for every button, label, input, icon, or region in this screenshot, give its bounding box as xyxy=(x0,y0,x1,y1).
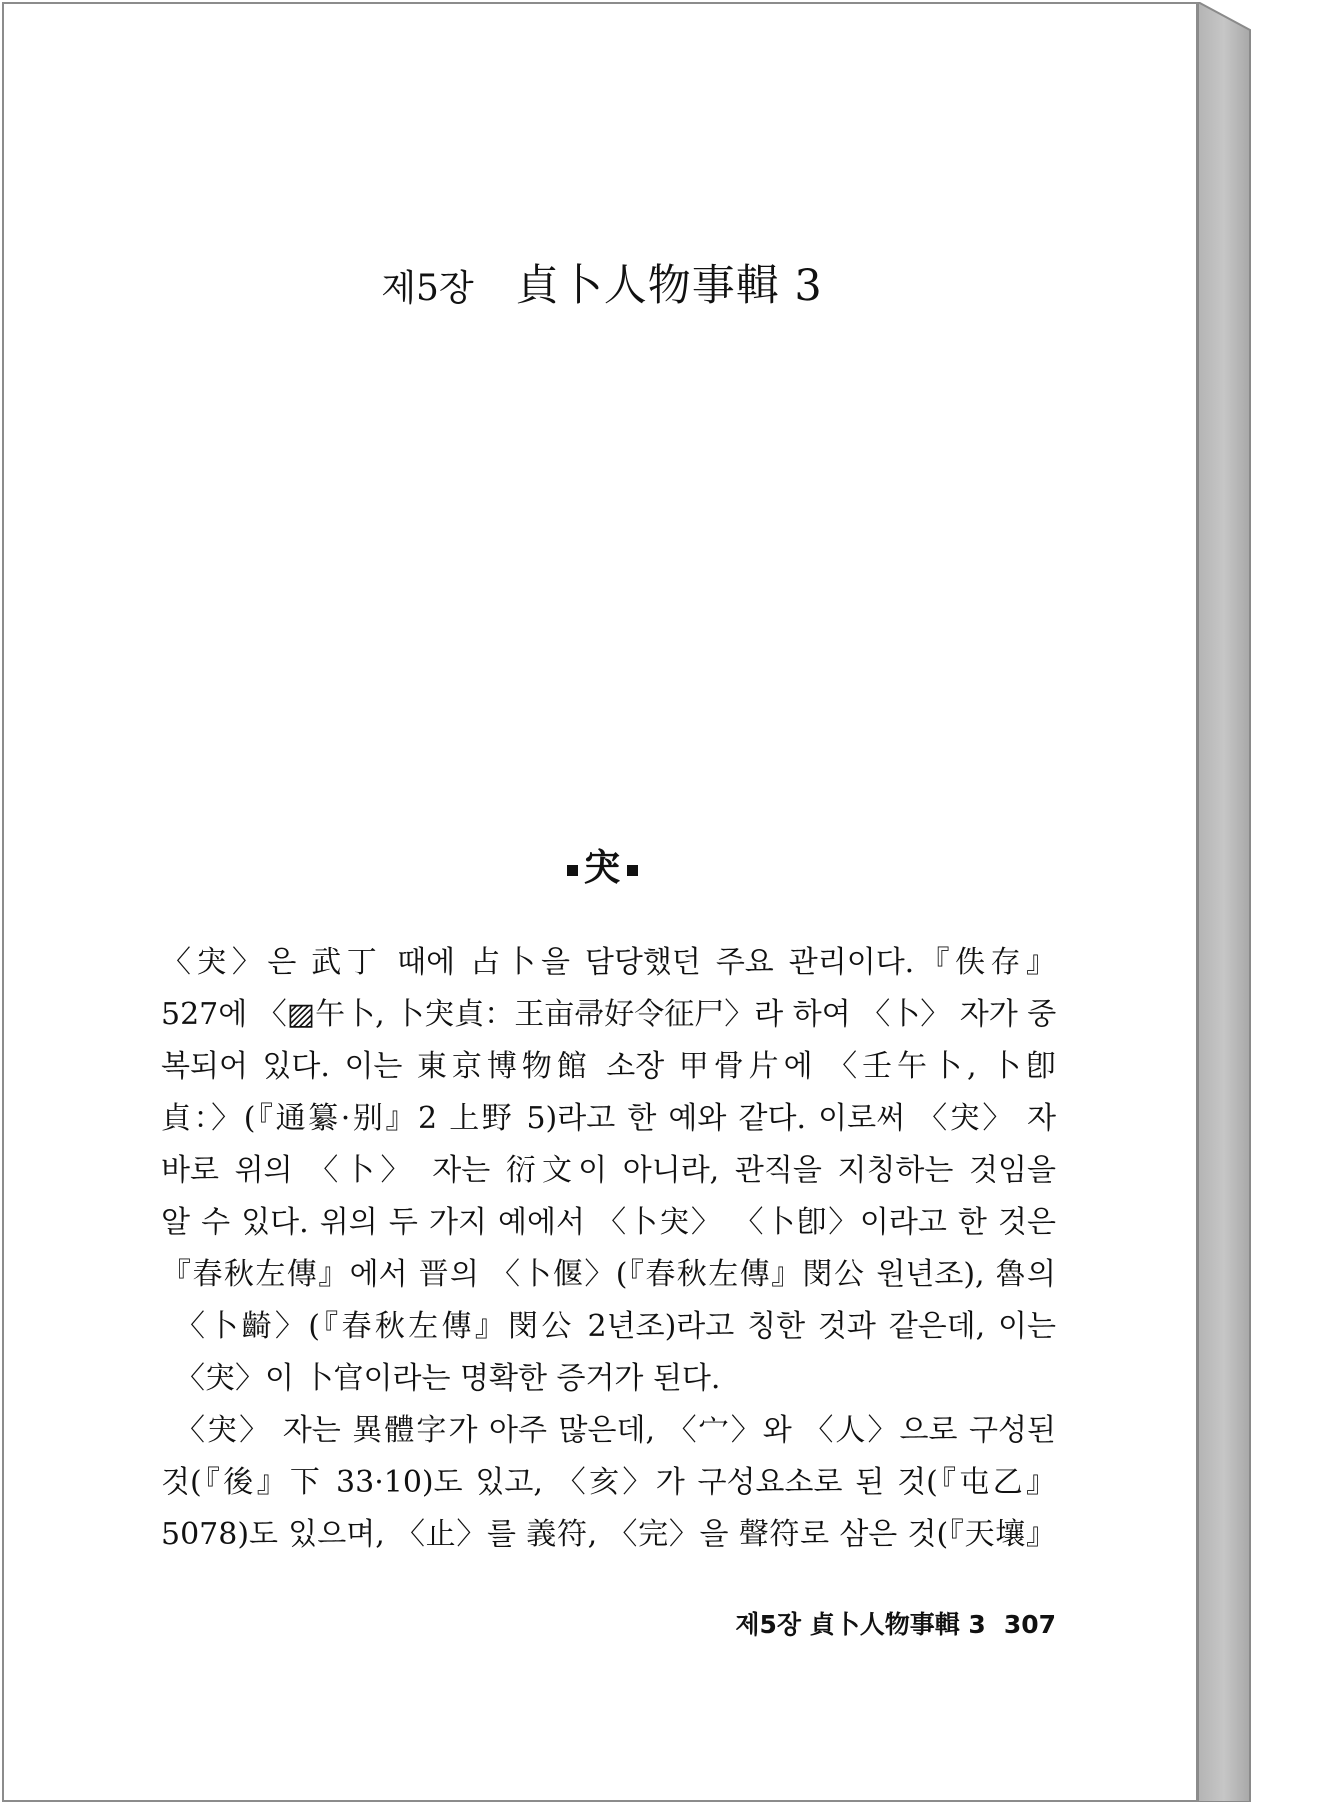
chapter-heading xyxy=(4,252,1200,313)
text-line: 527에 〈▨午卜, 卜宊貞：王亩帚好令征尸〉라 하여 〈卜〉 자가 중 xyxy=(161,997,1056,1032)
text-line: 5078)도 있으며, 〈止〉를 義符, 〈完〉을 聲符로 삼은 것(『天壤』 xyxy=(161,1517,1056,1552)
running-footer xyxy=(684,1605,1056,1641)
body-text xyxy=(161,937,1056,1561)
section-heading xyxy=(4,837,1200,891)
text-line: 〈卜齮〉(『春秋左傳』閔公 2년조)라고 칭한 것과 같은데, 이는 xyxy=(175,1309,1056,1344)
page-number: 307 xyxy=(1003,1610,1056,1639)
text-line: 〈宊〉이 卜官이라는 명확한 증거가 된다. xyxy=(175,1361,721,1396)
text-line: 『春秋左傳』에서 晋의 〈卜偃〉(『春秋左傳』閔公 원년조), 魯의 xyxy=(161,1257,1056,1292)
book-edge xyxy=(1198,2,1258,1802)
square-bullet-icon xyxy=(627,865,638,876)
book-page xyxy=(2,2,1198,1802)
text-line: 알 수 있다. 위의 두 가지 예에서 〈卜宊〉 〈卜卽〉이라고 한 것은 xyxy=(161,1205,1056,1240)
square-bullet-icon xyxy=(567,865,578,876)
book-edge-shape xyxy=(1198,2,1258,1802)
section-title: 宊 xyxy=(583,845,621,889)
footer-chapter: 제5장 貞卜人物事輯 3 xyxy=(735,1610,986,1639)
text-line: 복되어 있다. 이는 東京博物館 소장 甲骨片에 〈壬午卜, 卜卽 xyxy=(161,1049,1056,1084)
text-line: 〈宊〉은 武丁 때에 占卜을 담당했던 주요 관리이다.『佚存』 xyxy=(161,945,1056,980)
text-line: 〈宊〉 자는 異體字가 아주 많은데, 〈宀〉와 〈人〉으로 구성된 xyxy=(175,1413,1056,1448)
text-line: 것(『後』下 33·10)도 있고, 〈亥〉가 구성요소로 된 것(『屯乙』 xyxy=(161,1465,1056,1500)
text-line: 바로 위의 〈卜〉 자는 衍文이 아니라, 관직을 지칭하는 것임을 xyxy=(161,1153,1056,1188)
chapter-name: 貞卜人物事輯 3 xyxy=(515,261,823,311)
text-line: 貞：〉(『通纂·别』2 上野 5)라고 한 예와 같다. 이로써 〈宊〉 자 xyxy=(161,1101,1056,1136)
chapter-label: 제5장 xyxy=(381,268,474,309)
